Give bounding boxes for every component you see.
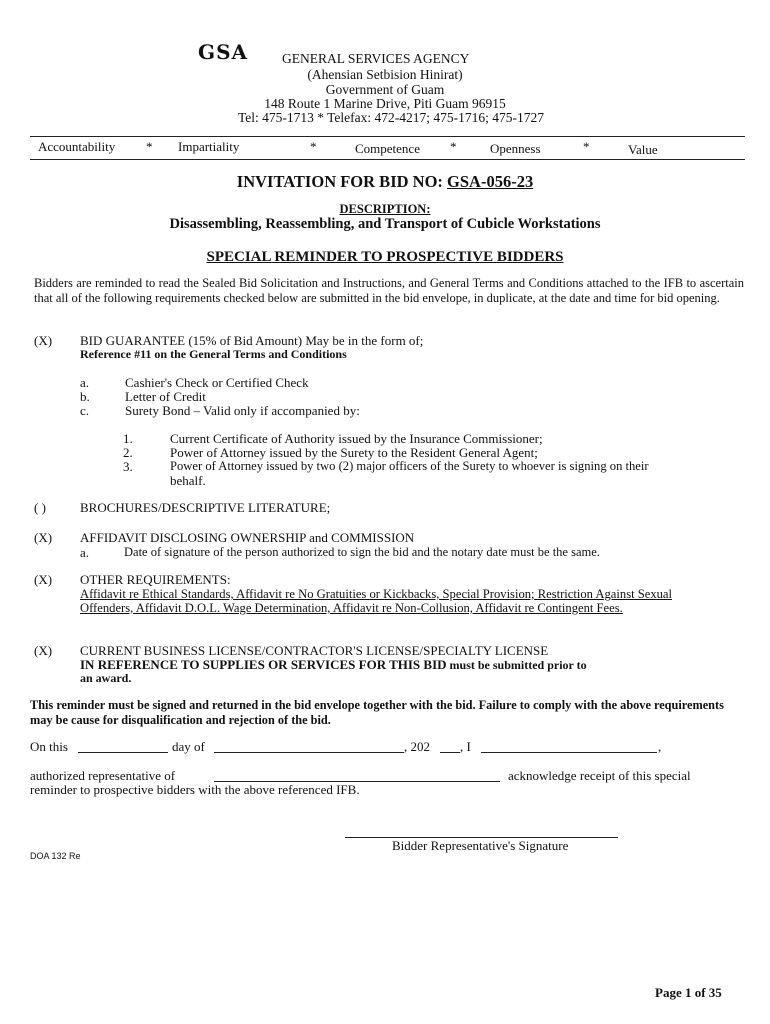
sub-option-text: Power of Attorney issued by the Surety to the Resident General Agent; bbox=[170, 445, 538, 460]
core-values-bar bbox=[30, 136, 745, 160]
sub-option-text: Power of Attorney issued by two (2) major officers of the Surety to whoever is signing on their bbox=[170, 459, 649, 473]
option-text: Surety Bond – Valid only if accompanied by: bbox=[125, 403, 360, 418]
sub-option-text: behalf. bbox=[170, 473, 206, 488]
value-impartiality: Impartiality bbox=[178, 139, 240, 154]
sub-option-text: Current Certificate of Authority issued by the Insurance Commissioner; bbox=[170, 431, 543, 446]
bid-guarantee-text: BID GUARANTEE (15% of Bid Amount) May be in the form of; bbox=[80, 333, 424, 348]
affidavit-text: AFFIDAVIT DISCLOSING OWNERSHIP and COMMISSION bbox=[80, 530, 415, 545]
affidavit-sub-text: Date of signature of the person authorized to sign the bid and the notary date must be the same. bbox=[124, 545, 600, 559]
ack-trail: , bbox=[658, 739, 662, 754]
page-number: Page 1 of 35 bbox=[655, 985, 722, 1000]
value-competence: Competence bbox=[355, 141, 420, 156]
other-mark: (X) bbox=[34, 572, 53, 587]
option-letter: c. bbox=[80, 403, 90, 418]
other-heading: OTHER REQUIREMENTS: bbox=[80, 572, 231, 587]
license-requirement bbox=[80, 657, 587, 673]
bid-number: GSA-056-23 bbox=[447, 172, 534, 191]
value-openness: Openness bbox=[490, 141, 541, 156]
sub-option-number: 3. bbox=[123, 459, 133, 474]
description-label: DESCRIPTION: bbox=[339, 202, 431, 216]
blank-name-field[interactable] bbox=[481, 752, 657, 753]
option-letter: a. bbox=[80, 375, 90, 390]
ack-authorized: authorized representative of bbox=[30, 768, 176, 783]
agency-name: GENERAL SERVICES AGENCY bbox=[282, 51, 470, 66]
value-separator: * bbox=[450, 139, 457, 154]
intro-paragraph: Bidders are reminded to read the Sealed Bid Solicitation and Instructions, and General Terms and Conditions attached to the IFB to ascertain that all of the following requirements checked below are submitted in the bid envelope, in duplicate, at the date and time for bid opening. bbox=[34, 276, 744, 305]
ack-comma-i: , I bbox=[460, 739, 471, 754]
license-mark: (X) bbox=[34, 643, 53, 658]
gsa-logo: GSA bbox=[198, 40, 249, 64]
signature-label: Bidder Representative's Signature bbox=[392, 838, 569, 853]
value-separator: * bbox=[583, 139, 590, 154]
option-text: Letter of Credit bbox=[125, 389, 206, 404]
sub-option-number: 2. bbox=[123, 445, 133, 460]
ack-day-of: day of bbox=[172, 739, 205, 754]
value-separator: * bbox=[146, 139, 153, 154]
brochures-text: BROCHURES/DESCRIPTIVE LITERATURE; bbox=[80, 500, 331, 515]
brochures-mark: ( ) bbox=[34, 500, 46, 515]
invitation-title bbox=[0, 172, 770, 192]
value-value: Value bbox=[628, 142, 658, 157]
agency-local-name: (Ahensian Setbision Hinirat) bbox=[307, 67, 463, 82]
warning-paragraph: This reminder must be signed and returned in the bid envelope together with the bid. Failure to comply with the above requirements may be cause for disqualification and rejection of the bid. bbox=[30, 698, 724, 727]
blank-year-field[interactable] bbox=[440, 752, 460, 753]
option-letter: b. bbox=[80, 389, 90, 404]
license-requirement-end: an award. bbox=[80, 671, 132, 685]
affidavit-mark: (X) bbox=[34, 530, 53, 545]
reminder-heading: SPECIAL REMINDER TO PROSPECTIVE BIDDERS bbox=[206, 249, 564, 265]
license-requirement-caps: IN REFERENCE TO SUPPLIES OR SERVICES FOR THIS BID bbox=[80, 657, 447, 672]
option-text: Cashier's Check or Certified Check bbox=[125, 375, 309, 390]
phone-line: Tel: 475-1713 * Telefax: 472-4217; 475-1716; 475-1727 bbox=[237, 110, 545, 125]
address-line: 148 Route 1 Marine Drive, Piti Guam 96915 bbox=[264, 96, 506, 111]
bid-guarantee-mark: (X) bbox=[34, 333, 53, 348]
ack-receipt-text: acknowledge receipt of this special bbox=[508, 768, 691, 783]
license-requirement-tail: must be submitted prior to bbox=[446, 658, 587, 672]
value-accountability: Accountability bbox=[38, 139, 116, 154]
ack-year: , 202 bbox=[404, 739, 430, 754]
affidavit-sub-letter: a. bbox=[80, 545, 90, 560]
blank-date-field[interactable] bbox=[78, 752, 168, 753]
form-id: DOA 132 Re bbox=[30, 851, 81, 861]
other-requirements-list: Affidavit re Ethical Standards, Affidavit re No Gratuities or Kickbacks, Special Provision; Restriction Against Sexual Offenders, Affidavit D.O.L. Wage Determination, Affidavit re Non-Collusion, Affidavit re Contingent Fees. bbox=[80, 587, 673, 615]
sub-option-number: 1. bbox=[123, 431, 133, 446]
blank-month-field[interactable] bbox=[214, 752, 404, 753]
government-line: Government of Guam bbox=[325, 82, 445, 97]
license-text: CURRENT BUSINESS LICENSE/CONTRACTOR'S LICENSE/SPECIALTY LICENSE bbox=[80, 643, 549, 658]
title-prefix: INVITATION FOR BID NO: bbox=[236, 172, 448, 191]
ack-on-this: On this bbox=[30, 739, 68, 754]
ack-line-2: reminder to prospective bidders with the above referenced IFB. bbox=[30, 782, 360, 797]
description-text: Disassembling, Reassembling, and Transport of Cubicle Workstations bbox=[169, 216, 601, 232]
bid-guarantee-reference: Reference #11 on the General Terms and Conditions bbox=[80, 347, 347, 361]
value-separator: * bbox=[310, 139, 317, 154]
